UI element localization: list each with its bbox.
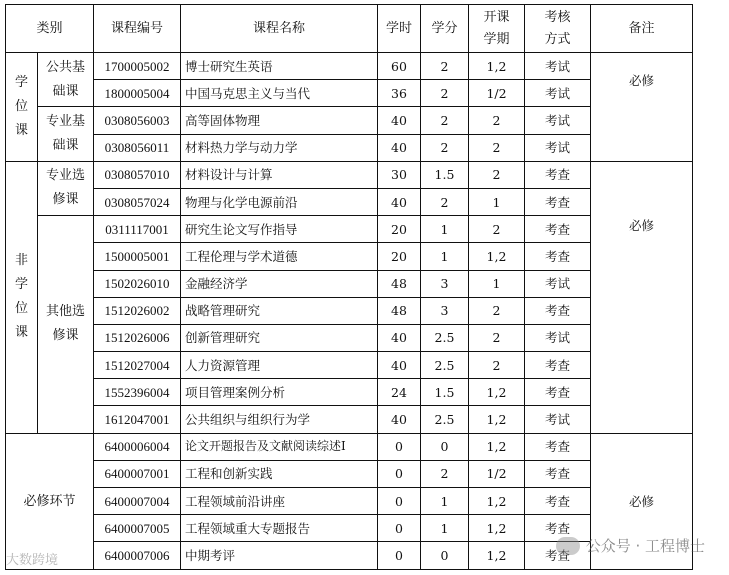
table-row — [6, 379, 693, 406]
course-exam: 考查 — [525, 161, 591, 188]
table-row — [6, 488, 693, 515]
course-credits: 2.5 — [421, 324, 469, 351]
table-row — [6, 80, 693, 107]
course-term: 2 — [469, 107, 525, 134]
course-name: 公共组织与组织行为学 — [181, 406, 378, 433]
course-hours: 30 — [378, 161, 421, 188]
table-row — [6, 216, 693, 243]
course-credits: 1 — [421, 515, 469, 542]
course-exam: 考查 — [525, 433, 591, 460]
course-exam: 考试 — [525, 406, 591, 433]
course-exam: 考查 — [525, 297, 591, 324]
remark-nondegree: 必修 — [591, 161, 693, 433]
course-code: 0308056011 — [94, 134, 181, 161]
course-hours: 48 — [378, 297, 421, 324]
course-code: 1512026006 — [94, 324, 181, 351]
course-credits: 1 — [421, 243, 469, 270]
course-code: 1512027004 — [94, 352, 181, 379]
header-category: 类别 — [6, 5, 94, 53]
course-term: 1,2 — [469, 433, 525, 460]
course-code: 6400007005 — [94, 515, 181, 542]
course-term: 2 — [469, 352, 525, 379]
header-course-code: 课程编号 — [94, 5, 181, 53]
course-code: 1500005001 — [94, 243, 181, 270]
course-credits: 0 — [421, 542, 469, 569]
course-hours: 0 — [378, 460, 421, 487]
table-row — [6, 406, 693, 433]
course-credits: 2 — [421, 53, 469, 80]
header-course-name: 课程名称 — [181, 5, 378, 53]
course-name: 工程伦理与学术道德 — [181, 243, 378, 270]
course-code: 6400006004 — [94, 433, 181, 460]
course-hours: 20 — [378, 216, 421, 243]
course-term: 2 — [469, 297, 525, 324]
course-exam: 考查 — [525, 243, 591, 270]
course-hours: 40 — [378, 107, 421, 134]
course-exam: 考试 — [525, 80, 591, 107]
header-credits: 学分 — [421, 5, 469, 53]
course-term: 1,2 — [469, 515, 525, 542]
course-hours: 40 — [378, 324, 421, 351]
group-degree-major: 专业基础课 — [38, 107, 94, 161]
course-hours: 0 — [378, 515, 421, 542]
course-name: 工程领域重大专题报告 — [181, 515, 378, 542]
course-name: 论文开题报告及文献阅读综述Ⅰ — [181, 433, 378, 460]
course-exam: 考试 — [525, 134, 591, 161]
course-hours: 40 — [378, 352, 421, 379]
watermark-left: 大数跨境 — [6, 553, 59, 568]
course-name: 人力资源管理 — [181, 352, 378, 379]
course-exam: 考查 — [525, 542, 591, 569]
course-code: 1512026002 — [94, 297, 181, 324]
course-exam: 考查 — [525, 379, 591, 406]
course-name: 战略管理研究 — [181, 297, 378, 324]
course-code: 6400007001 — [94, 460, 181, 487]
table-row — [6, 460, 693, 487]
course-name: 材料设计与计算 — [181, 161, 378, 188]
course-name: 工程领域前沿讲座 — [181, 488, 378, 515]
course-exam: 考试 — [525, 270, 591, 297]
course-code: 0311117001 — [94, 216, 181, 243]
course-name: 中国马克思主义与当代 — [181, 80, 378, 107]
wechat-icon — [556, 537, 580, 555]
course-name: 博士研究生英语 — [181, 53, 378, 80]
course-credits: 0 — [421, 433, 469, 460]
group-degree: 学位课 — [6, 53, 38, 162]
course-exam: 考查 — [525, 216, 591, 243]
course-hours: 24 — [378, 379, 421, 406]
course-credits: 1 — [421, 488, 469, 515]
course-credits: 3 — [421, 297, 469, 324]
course-exam: 考查 — [525, 352, 591, 379]
course-credits: 2.5 — [421, 406, 469, 433]
course-name: 金融经济学 — [181, 270, 378, 297]
course-hours: 60 — [378, 53, 421, 80]
course-code: 1612047001 — [94, 406, 181, 433]
course-term: 1,2 — [469, 53, 525, 80]
course-hours: 40 — [378, 406, 421, 433]
course-term: 2 — [469, 324, 525, 351]
table-row — [6, 161, 693, 188]
course-credits: 2.5 — [421, 352, 469, 379]
header-row — [6, 5, 693, 53]
course-term: 2 — [469, 216, 525, 243]
course-credits: 1 — [421, 216, 469, 243]
course-code: 6400007004 — [94, 488, 181, 515]
course-term: 1,2 — [469, 488, 525, 515]
course-exam: 考查 — [525, 488, 591, 515]
course-hours: 48 — [378, 270, 421, 297]
course-term: 1/2 — [469, 460, 525, 487]
course-name: 高等固体物理 — [181, 107, 378, 134]
group-degree-public: 公共基础课 — [38, 53, 94, 107]
course-exam: 考查 — [525, 515, 591, 542]
course-credits: 2 — [421, 80, 469, 107]
course-hours: 20 — [378, 243, 421, 270]
table-row — [6, 134, 693, 161]
course-term: 1,2 — [469, 542, 525, 569]
course-credits: 2 — [421, 460, 469, 487]
watermark-right — [556, 535, 705, 556]
course-name: 创新管理研究 — [181, 324, 378, 351]
remark-degree: 必修 — [591, 53, 693, 162]
course-credits: 1.5 — [421, 161, 469, 188]
group-nondegree: 非学位课 — [6, 161, 38, 433]
course-hours: 0 — [378, 542, 421, 569]
table-row — [6, 352, 693, 379]
header-remarks: 备注 — [591, 5, 693, 53]
course-hours: 40 — [378, 134, 421, 161]
course-name: 项目管理案例分析 — [181, 379, 378, 406]
course-term: 1,2 — [469, 243, 525, 270]
course-exam: 考试 — [525, 324, 591, 351]
course-term: 1 — [469, 270, 525, 297]
course-hours: 0 — [378, 433, 421, 460]
watermark-right-text: 公众号 · 工程博士 — [585, 537, 705, 555]
course-name: 中期考评 — [181, 542, 378, 569]
table-row — [6, 107, 693, 134]
group-elective-major: 专业选修课 — [38, 161, 94, 215]
course-code: 1700005002 — [94, 53, 181, 80]
table-row — [6, 188, 693, 215]
table-row — [6, 324, 693, 351]
course-credits: 1.5 — [421, 379, 469, 406]
header-term: 开课学期 — [469, 5, 525, 53]
course-term: 1/2 — [469, 80, 525, 107]
course-code: 0308057010 — [94, 161, 181, 188]
table-row — [6, 297, 693, 324]
group-required-links: 必修环节 — [6, 433, 94, 569]
course-credits: 3 — [421, 270, 469, 297]
table-row — [6, 53, 693, 80]
course-code: 0308057024 — [94, 188, 181, 215]
course-table — [5, 4, 693, 570]
remark-required-links: 必修 — [591, 433, 693, 569]
course-term: 1,2 — [469, 379, 525, 406]
course-exam: 考试 — [525, 53, 591, 80]
course-credits: 2 — [421, 188, 469, 215]
course-name: 工程和创新实践 — [181, 460, 378, 487]
course-hours: 40 — [378, 188, 421, 215]
course-term: 2 — [469, 161, 525, 188]
course-name: 物理与化学电源前沿 — [181, 188, 378, 215]
course-term: 2 — [469, 134, 525, 161]
course-hours: 36 — [378, 80, 421, 107]
table-row — [6, 270, 693, 297]
header-hours: 学时 — [378, 5, 421, 53]
course-hours: 0 — [378, 488, 421, 515]
course-code: 6400007006 — [94, 542, 181, 569]
group-elective-other: 其他选修课 — [38, 216, 94, 434]
course-code: 1502026010 — [94, 270, 181, 297]
course-code: 1552396004 — [94, 379, 181, 406]
header-exam: 考核方式 — [525, 5, 591, 53]
course-term: 1 — [469, 188, 525, 215]
course-exam: 考试 — [525, 107, 591, 134]
course-exam: 考查 — [525, 460, 591, 487]
course-name: 材料热力学与动力学 — [181, 134, 378, 161]
course-code: 1800005004 — [94, 80, 181, 107]
course-term: 1,2 — [469, 406, 525, 433]
course-exam: 考查 — [525, 188, 591, 215]
course-name: 研究生论文写作指导 — [181, 216, 378, 243]
course-code: 0308056003 — [94, 107, 181, 134]
course-credits: 2 — [421, 134, 469, 161]
course-table-container — [5, 4, 693, 570]
table-row — [6, 433, 693, 460]
course-credits: 2 — [421, 107, 469, 134]
table-row — [6, 243, 693, 270]
